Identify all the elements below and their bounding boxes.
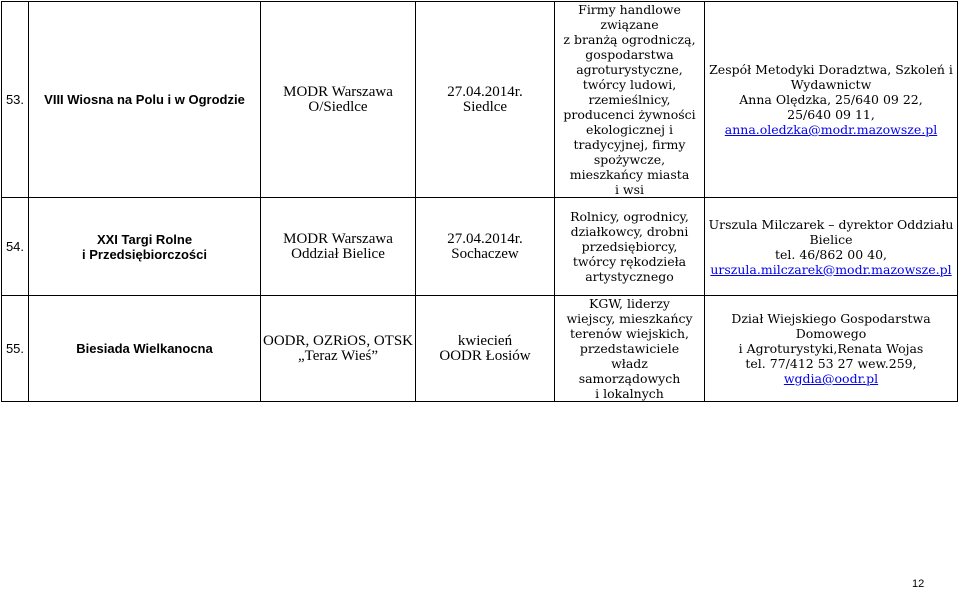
contact-line: Domowego (795, 326, 867, 341)
contact-line: Urszula Milczarek – dyrektor Oddziału (708, 216, 954, 232)
target-audience (555, 296, 705, 402)
table-row (2, 296, 958, 402)
date-place-line: 27.04.2014r. (447, 230, 523, 247)
contact-line: 25/640 09 11, (787, 107, 875, 122)
row-number: 54. (2, 198, 29, 296)
event-name (29, 198, 261, 296)
organizer-line: O/Siedlce (308, 98, 368, 115)
audience-line: producenci żywności (563, 107, 696, 122)
audience-line: gospodarstwa (585, 47, 674, 62)
organizer (261, 2, 416, 198)
event-date-place (416, 2, 555, 198)
audience-line: przedstawiciele (579, 341, 680, 356)
email-link[interactable]: urszula.milczarek@modr.mazowsze.pl (710, 261, 952, 277)
target-audience (555, 2, 705, 198)
organizer (261, 296, 416, 402)
audience-line: terenów wiejskich, (569, 326, 690, 341)
contact-line: Bielice (809, 231, 853, 247)
email-link[interactable]: anna.oledzka@modr.mazowsze.pl (724, 122, 938, 137)
audience-line: związane (600, 17, 659, 32)
events-table (1, 1, 958, 402)
contact-line: Anna Olędzka, 25/640 09 22, (739, 92, 923, 107)
page-number: 12 (912, 578, 925, 590)
date-place-line: kwiecień (457, 332, 513, 349)
audience-line: Firmy handlowe (578, 2, 681, 17)
audience-line: mieszkańcy miasta (569, 167, 690, 182)
event-date-place (416, 198, 555, 296)
audience-line: i lokalnych (595, 386, 664, 401)
audience-line: działkowcy, drobni (570, 224, 689, 239)
contact-info (705, 2, 958, 198)
organizer-line: OODR, OZRiOS, OTSK (263, 332, 414, 349)
organizer-line: „Teraz Wieś” (297, 347, 379, 364)
row-number: 53. (2, 2, 29, 198)
contact-line: Zespół Metodyki Doradztwa, Szkoleń i (709, 62, 953, 77)
audience-line: ekologicznej i (586, 122, 673, 137)
date-place-line: Siedlce (462, 98, 508, 115)
audience-line: twórcy ludowi, (582, 77, 677, 92)
audience-line: wiejscy, mieszkańcy (566, 311, 693, 326)
audience-line: twórcy rękodzieła (572, 254, 687, 269)
target-audience (555, 198, 705, 296)
table-row (2, 2, 958, 198)
organizer-line: MODR Warszawa (283, 230, 393, 247)
events-table-body (2, 2, 958, 402)
organizer-line: Oddział Bielice (291, 245, 385, 262)
event-name-line: XXI Targi Rolne (96, 231, 193, 247)
contact-line: Dział Wiejskiego Gospodarstwa (731, 311, 931, 326)
audience-line: KGW, liderzy (589, 296, 670, 311)
event-name-line: i Przedsiębiorczości (82, 246, 207, 262)
audience-line: tradycyjnej, firmy (573, 137, 686, 152)
event-name-line: Biesiada Wielkanocna (76, 341, 213, 356)
contact-line: i Agroturystyki,Renata Wojas (738, 341, 924, 356)
organizer (261, 198, 416, 296)
audience-line: z branżą ogrodniczą, (563, 32, 696, 47)
audience-line: spożywcze, (593, 152, 666, 167)
table-row (2, 198, 958, 296)
contact-info (705, 296, 958, 402)
contact-line: tel. 77/412 53 27 wew.259, (745, 356, 917, 371)
audience-line: władz (611, 356, 648, 371)
date-place-line: Sochaczew (451, 245, 519, 262)
audience-line: rzemieślnicy, (588, 92, 671, 107)
row-number: 55. (2, 296, 29, 402)
date-place-line: OODR Łosiów (439, 347, 531, 364)
audience-line: artystycznego (585, 269, 674, 284)
event-name (29, 2, 261, 198)
contact-line: Wydawnictw (790, 77, 872, 92)
event-name-line: VIII Wiosna na Polu i w Ogrodzie (44, 92, 245, 107)
audience-line: agroturystyczne, (576, 62, 683, 77)
contact-line: tel. 46/862 00 40, (774, 246, 888, 262)
contact-info (705, 198, 958, 296)
audience-line: Rolnicy, ogrodnicy, (570, 209, 689, 224)
audience-line: samorządowych (578, 371, 681, 386)
organizer-line: MODR Warszawa (283, 83, 393, 100)
event-name (29, 296, 261, 402)
audience-line: i wsi (614, 182, 645, 197)
audience-line: przedsiębiorcy, (581, 239, 678, 254)
date-place-line: 27.04.2014r. (447, 83, 523, 100)
email-link[interactable]: wgdia@oodr.pl (783, 371, 879, 386)
event-date-place (416, 296, 555, 402)
